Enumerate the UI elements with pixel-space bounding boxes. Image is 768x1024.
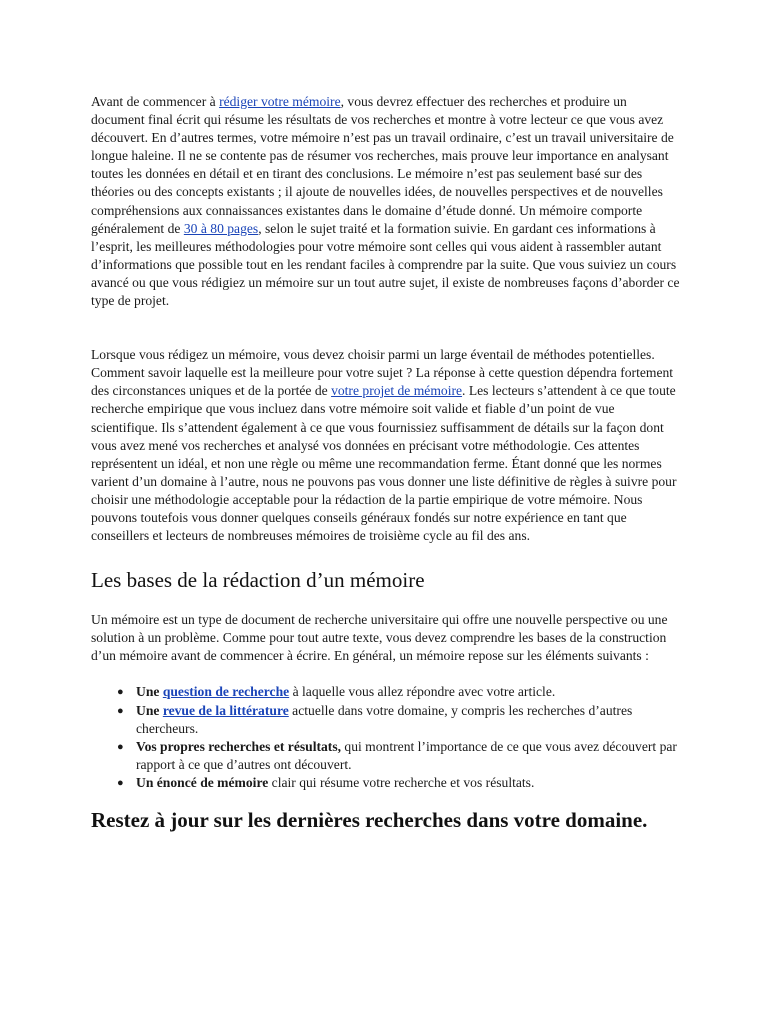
rediger-memoire-link[interactable]: rédiger votre mémoire [219, 94, 341, 109]
question-recherche-link[interactable]: question de recherche [162, 684, 290, 700]
section-heading-bases: Les bases de la rédaction d’un mémoire [91, 568, 425, 593]
methodology-text-1: Lorsque vous rédigez un mémoire, vous devez choisir parmi un large éventail de méthodes potentielles. Comment savoir laquelle est la meilleure pour votre sujet ? La réponse à cette question dépendra fortement des circonstances uniques et de la portée de [91, 347, 674, 399]
pages-count-link[interactable]: 30 à 80 pages [183, 220, 259, 236]
bases-paragraph: Un mémoire est un type de document de recherche universitaire qui offre une nouvelle perspective ou une solution à un problème. Comme pour tout autre texte, vous devez comprendre les bases de la construction d’un mémoire avant de commencer à écrire. En général, un mémoire repose sur les éléments suivants : [91, 612, 668, 664]
list-item-bold: Une [136, 684, 163, 700]
intro-text-2: , vous devrez effectuer des recherches et produire un document final écrit qui résume les résultats de vos recherches et montre à votre lecteur ce que vous avez découvert. En d’autres termes, votre mémoire n’est pas un travail ordinaire, c’est un travail universitaire de longue haleine. Il ne se contente pas de résumer vos recherches, mais prouve leur importance en analysant toutes les données en détail et en tirant des conclusions. Le mémoire n’est pas seulement basé sur des théories ou des concepts existants ; il ajoute de nouvelles idées, de nouvelles perspectives et de nouvelles compréhensions aux connaissances existantes dans le domaine d’étude donné. Un mémoire comporte généralement de [91, 94, 674, 236]
bullet-icon: ● [117, 704, 124, 717]
list-item-bold: Un énoncé de mémoire [136, 774, 269, 790]
list-item-text: actuelle dans votre domaine, y compris les recherches d’autres chercheurs. [136, 702, 633, 736]
list-item-bold: Une [136, 702, 163, 718]
methodology-text-2: . Les lecteurs s’attendent à ce que toute recherche empirique que vous incluez dans votre mémoire soit valide et fiable d’un point de vue scientifique. Ils s’attendent également à ce que vous fournissiez suffisamment de détails sur la façon dont vous avez mené vos recherches et analysé vos données en précisant votre méthodologie. Ces attentes représentent un idéal, et non une règle ou même une recommandation ferme. Étant donné que les normes varient d’un domaine à l’autre, nous ne pouvons pas vous donner une liste définitive de règles à suivre pour choisir une méthodologie acceptable pour la rédaction de la partie empirique de votre mémoire. Nous pouvons toutefois vous donner quelques conseils généraux fondés sur notre expérience en tant que conseillers et lecteurs de nombreuses mémoires de troisième cycle au fil des ans. [91, 383, 677, 544]
document-page [91, 93, 681, 834]
intro-text-1: Avant de commencer à [91, 94, 220, 109]
bullet-icon: ● [117, 740, 124, 753]
list-item-bold: Vos propres recherches et résultats, [136, 738, 342, 754]
section-heading-restez-a-jour: Restez à jour sur les dernières recherches dans votre domaine. [91, 808, 648, 832]
list-item [117, 774, 681, 792]
revue-litterature-link[interactable]: revue de la littérature [162, 702, 289, 718]
list-item-text: qui montrent l’importance de ce que vous avez découvert par rapport à ce que d’autres ont découvert. [136, 738, 677, 772]
list-item [117, 738, 681, 774]
projet-memoire-link[interactable]: votre projet de mémoire [331, 383, 463, 399]
bullet-icon: ● [117, 686, 124, 699]
list-item [117, 683, 681, 701]
methodology-paragraph [91, 346, 681, 545]
list-item-text: clair qui résume votre recherche et vos résultats. [268, 774, 535, 790]
elements-list [91, 683, 681, 792]
list-item [117, 702, 681, 738]
list-item-text: à laquelle vous allez répondre avec votre article. [289, 684, 556, 700]
intro-paragraph [91, 93, 681, 310]
intro-text-3: , selon le sujet traité et la formation suivie. En gardant ces informations à l’esprit, les meilleures méthodologies pour votre mémoire sont celles qui vous aident à rassembler autant d’informations que possible tout en les rendant faciles à comprendre par la suite. Que vous suiviez un cours avancé ou que vous rédigiez un mémoire sur un tout autre sujet, il existe de nombreuses façons d’aborder ce type de projet. [91, 220, 680, 309]
bullet-icon: ● [117, 776, 124, 789]
